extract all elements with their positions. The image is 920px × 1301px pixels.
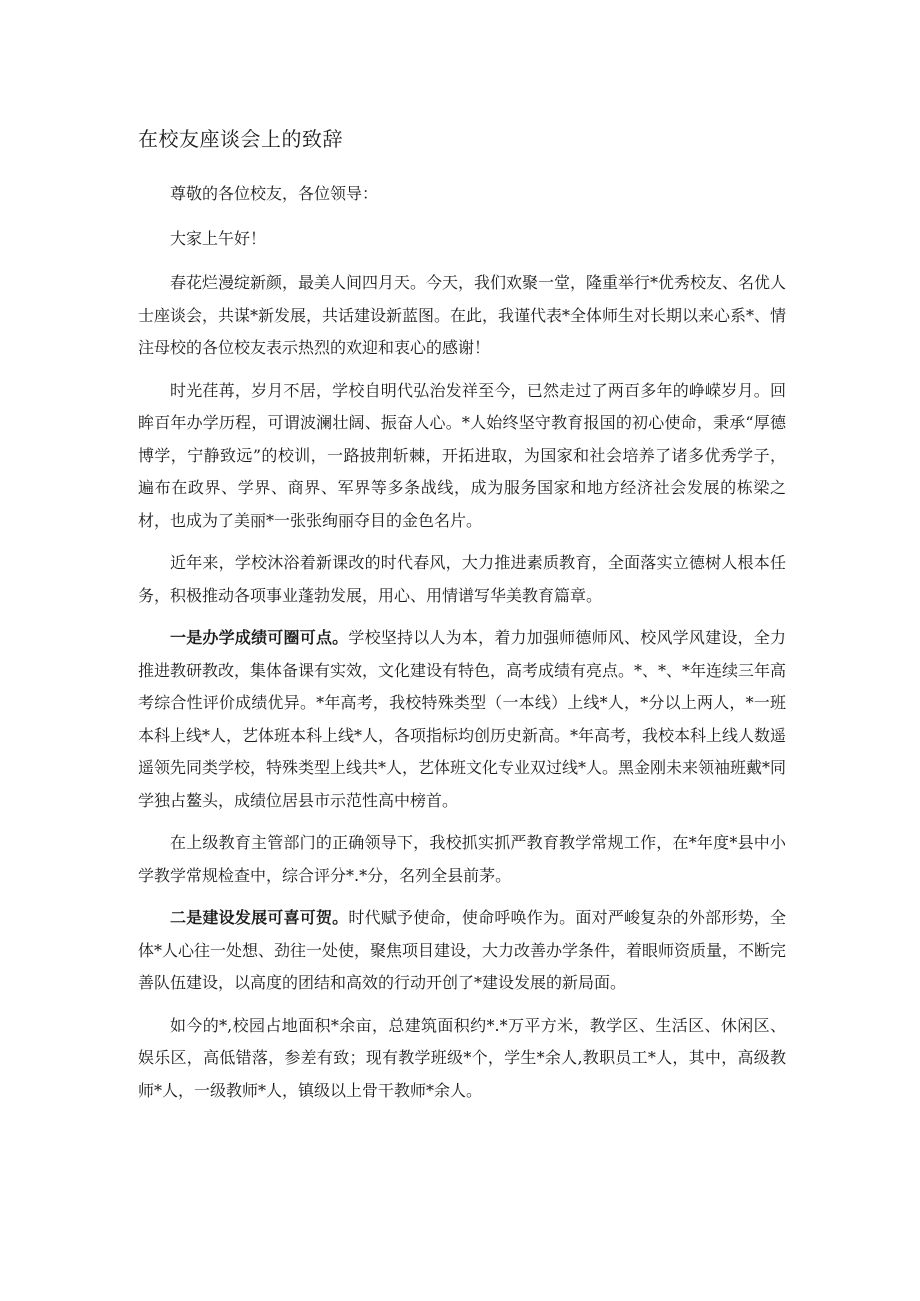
paragraph-text: 如今的*,校园占地面积*余亩，总建筑面积约*.*万平方米，教学区、生活区、休闲区、娱乐区，高低错落，参差有致；现有教学班级*个，学生*余人,教职员工*人，其中，高级教师*人，一级教师*人，镇级以上骨干教师*余人。: [138, 1015, 786, 1100]
paragraph: [138, 827, 786, 892]
paragraph-text: 在上级教育主管部门的正确领导下，我校抓实抓严教育教学常规工作，在*年度*县中小学教学常规检查中，综合评分*.*分，名列全县前茅。: [138, 833, 786, 885]
greeting: 大家上午好！: [170, 228, 267, 248]
paragraph: [138, 547, 786, 612]
salutation: 尊敬的各位校友，各位领导：: [170, 184, 379, 203]
document-title: 在校友座谈会上的致辞: [138, 127, 343, 151]
document-body: [138, 178, 786, 1117]
paragraph: [138, 375, 786, 538]
paragraph-text: 近年来，学校沐浴着新课改的时代春风，大力推进素质教育，全面落实立德树人根本任务，积极推动各项事业蓬勃发展，用心、用情谱写华美教育篇章。: [138, 553, 786, 605]
paragraph-lead: 二是建设发展可喜可贺。: [170, 908, 349, 927]
paragraph-text: 学校坚持以人为本，着力加强师德师风、校风学风建设，全力推进教研教改，集体备课有实效，文化建设有特色，高考成绩有亮点。*、*、*年连续三年高考综合性评价成绩优异。*年高考，我校特殊类型（一本线）上线*人，*分以上两人，*一班本科上线*人，艺体班本科上线*人，各项指标均创历史新高。*年高考，我校本科上线人数遥遥领先同类学校，特殊类型上线共*人，艺体班文化专业双过线*人。黑金刚未来领袖班戴*同学独占鳌头，成绩位居县市示范性高中榜首。: [138, 628, 787, 810]
paragraph: [138, 622, 786, 817]
paragraph: [138, 902, 786, 1000]
paragraph-text: 春花烂漫绽新颜，最美人间四月天。今天，我们欢聚一堂，隆重举行*优秀校友、名优人士座谈会，共谋*新发展，共话建设新蓝图。在此，我谨代表*全体师生对长期以来心系*、情注母校的各位校友表示热烈的欢迎和衷心的感谢！: [138, 273, 787, 357]
paragraph: [138, 267, 786, 365]
paragraph-lead: 一是办学成绩可圈可点。: [170, 628, 349, 647]
paragraph: [138, 1010, 786, 1108]
paragraph-text: 时代赋予使命，使命呼唤作为。面对严峻复杂的外部形势，全体*人心往一处想、劲往一处使，聚焦项目建设，大力改善办学条件，着眼师资质量，不断完善队伍建设，以高度的团结和高效的行动开创了*建设发展的新局面。: [138, 908, 787, 992]
paragraph-text: 时光荏苒，岁月不居，学校自明代弘治发祥至今，已然走过了两百多年的峥嵘岁月。回眸百年办学历程，可谓波澜壮阔、振奋人心。*人始终坚守教育报国的初心使命，秉承“厚德博学，宁静致远”的校训，一路披荆斩棘，开拓进取，为国家和社会培养了诸多优秀学子，遍布在政界、学界、商界、军界等多条战线，成为服务国家和地方经济社会发展的栋梁之材，也成为了美丽*一张张绚丽夺目的金色名片。: [138, 380, 786, 530]
